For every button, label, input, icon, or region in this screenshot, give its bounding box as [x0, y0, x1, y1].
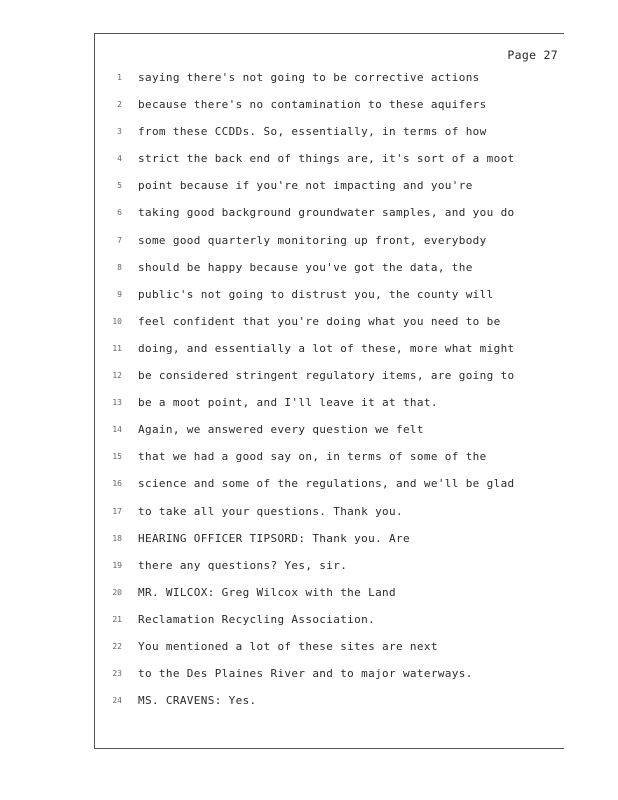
line-number: 14 — [112, 425, 122, 435]
line-number: 21 — [112, 614, 122, 624]
transcript-line — [100, 633, 560, 660]
line-text: to take all your questions. Thank you. — [138, 504, 403, 518]
transcript-line — [100, 687, 560, 714]
transcript-line — [100, 660, 560, 687]
line-text: feel confident that you're doing what you need to be — [138, 314, 501, 328]
transcript-line — [100, 443, 560, 470]
line-text: HEARING OFFICER TIPSORD: Thank you. Are — [138, 531, 410, 545]
line-text: to the Des Plaines River and to major waterways. — [138, 667, 473, 681]
transcript-line — [100, 172, 560, 199]
line-text: Again, we answered every question we felt — [138, 423, 424, 437]
line-number: 22 — [112, 641, 122, 651]
line-text: some good quarterly monitoring up front, everybody — [138, 233, 487, 247]
line-text: should be happy because you've got the data, the — [138, 260, 473, 274]
transcript-line — [100, 470, 560, 497]
transcript-line — [100, 606, 560, 633]
transcript-line — [100, 362, 560, 389]
transcript-line — [100, 389, 560, 416]
line-text: strict the back end of things are, it's sort of a moot — [138, 152, 515, 166]
transcript-line — [100, 118, 560, 145]
line-number: 15 — [112, 452, 122, 462]
transcript-line — [100, 91, 560, 118]
line-text: be considered stringent regulatory items, are going to — [138, 369, 515, 383]
page-number: Page 27 — [507, 48, 558, 62]
transcript-line — [100, 145, 560, 172]
line-number: 9 — [117, 289, 122, 299]
line-number: 10 — [112, 316, 122, 326]
line-number: 23 — [112, 669, 122, 679]
transcript-line — [100, 525, 560, 552]
transcript-body — [100, 64, 560, 714]
transcript-line — [100, 199, 560, 226]
line-number: 1 — [117, 73, 122, 82]
line-number: 5 — [117, 181, 122, 191]
line-number: 11 — [112, 343, 122, 353]
transcript-line — [100, 281, 560, 308]
line-number: 8 — [117, 262, 122, 272]
line-number: 13 — [112, 398, 122, 408]
line-text: MS. CRAVENS: Yes. — [138, 694, 257, 708]
line-number: 18 — [112, 533, 122, 543]
line-number: 17 — [112, 506, 122, 516]
line-text: MR. WILCOX: Greg Wilcox with the Land — [138, 585, 396, 599]
line-number: 3 — [117, 127, 122, 137]
line-number: 4 — [117, 154, 122, 164]
line-number: 24 — [112, 696, 122, 706]
line-text: science and some of the regulations, and we'll be glad — [138, 477, 515, 491]
line-number: 6 — [117, 208, 122, 218]
line-text: because there's no contamination to these aquifers — [138, 98, 487, 112]
line-text: from these CCDDs. So, essentially, in terms of how — [138, 125, 487, 139]
transcript-line — [100, 227, 560, 254]
line-number: 20 — [112, 587, 122, 597]
line-text: be a moot point, and I'll leave it at that. — [138, 396, 438, 410]
transcript-line — [100, 64, 560, 91]
line-number: 2 — [117, 100, 122, 110]
line-text: public's not going to distrust you, the county will — [138, 287, 494, 301]
line-text: doing, and essentially a lot of these, more what might — [138, 341, 515, 355]
transcript-line — [100, 416, 560, 443]
transcript-line — [100, 335, 560, 362]
line-text: saying there's not going to be corrective actions — [138, 71, 480, 84]
line-number: 12 — [112, 371, 122, 381]
transcript-line — [100, 308, 560, 335]
line-text: point because if you're not impacting and you're — [138, 179, 473, 193]
line-text: You mentioned a lot of these sites are next — [138, 639, 438, 653]
transcript-line — [100, 552, 560, 579]
line-text: that we had a good say on, in terms of some of the — [138, 450, 487, 464]
line-number: 19 — [112, 560, 122, 570]
transcript-line — [100, 579, 560, 606]
line-text: taking good background groundwater samples, and you do — [138, 206, 515, 220]
transcript-line — [100, 254, 560, 281]
line-number: 7 — [117, 235, 122, 245]
line-text: Reclamation Recycling Association. — [138, 612, 376, 626]
line-number: 16 — [112, 479, 122, 489]
line-text: there any questions? Yes, sir. — [138, 558, 348, 572]
transcript-line — [100, 498, 560, 525]
